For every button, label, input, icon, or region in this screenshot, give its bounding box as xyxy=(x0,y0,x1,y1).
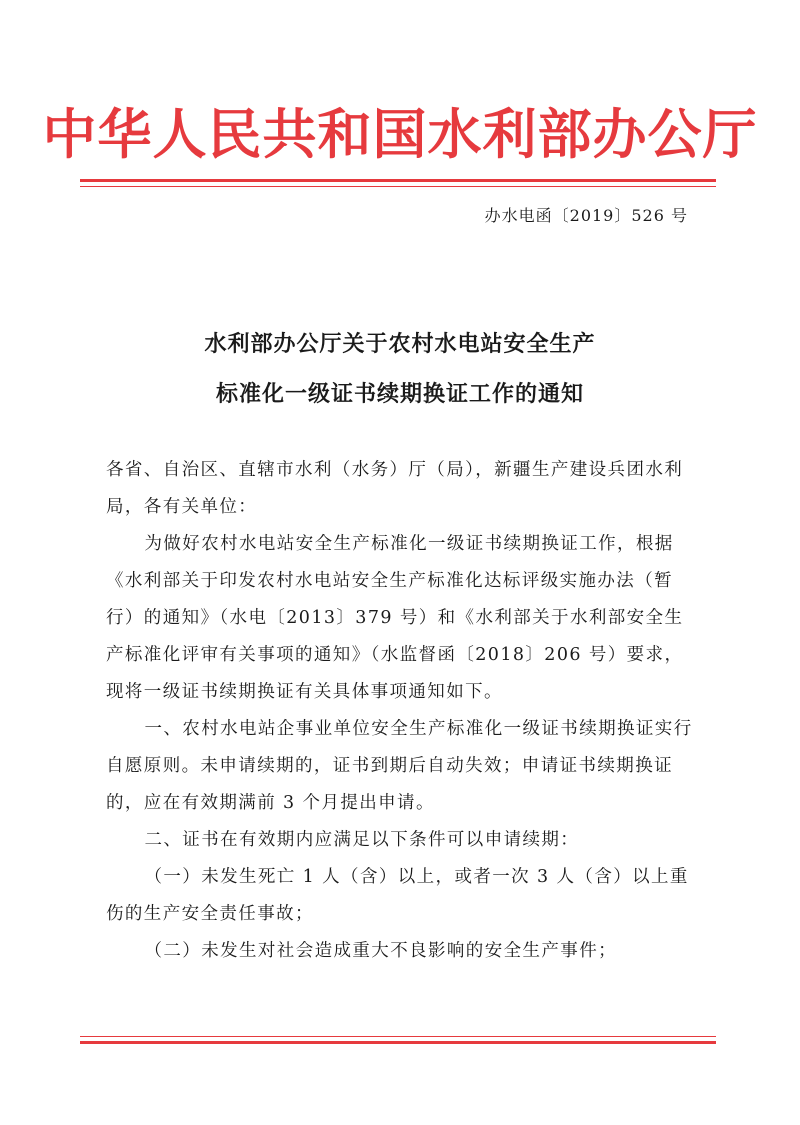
paragraph-item-2: 二、证书在有效期内应满足以下条件可以申请续期： xyxy=(144,830,580,850)
document-title-line-1: 水利部办公厅关于农村水电站安全生产 xyxy=(204,332,596,357)
header-rule-thick xyxy=(80,179,716,182)
header-rule-thin xyxy=(80,186,716,187)
issuing-office-header: 中华人民共和国水利部办公厅 xyxy=(42,103,758,166)
footer-rule-thin xyxy=(80,1036,716,1037)
paragraph-subitem-2: （二）未发生对社会造成重大不良影响的安全生产事件； xyxy=(144,941,617,961)
paragraph-intro: 为做好农村水电站安全生产标准化一级证书续期换证工作，根据《水利部关于印发农村水电站安全生产标准化达标评级实施办法（暂行）的通知》（水电〔2013〕379 号）和《水利部关于水利部安全生产标准化评审有关事项的通知》（水监督函〔2018〕206 号）要求，现将一级证书续期换证有关具体事项通知如下。 xyxy=(106,534,684,702)
document-body xyxy=(106,452,696,970)
footer-rule-thick xyxy=(80,1041,716,1044)
paragraph-subitem-1: （一）未发生死亡 1 人（含）以上，或者一次 3 人（含）以上重伤的生产安全责任事故； xyxy=(106,867,689,924)
paragraph-item-1: 一、农村水电站企事业单位安全生产标准化一级证书续期换证实行自愿原则。未申请续期的，证书到期后自动失效；申请证书续期换证的，应在有效期满前 3 个月提出申请。 xyxy=(106,719,693,813)
document-title-line-2: 标准化一级证书续期换证工作的通知 xyxy=(215,382,584,407)
document-number: 办水电函〔2019〕526 号 xyxy=(484,206,688,225)
salutation: 各省、自治区、直辖市水利（水务）厅（局），新疆生产建设兵团水利局，各有关单位： xyxy=(106,460,684,517)
